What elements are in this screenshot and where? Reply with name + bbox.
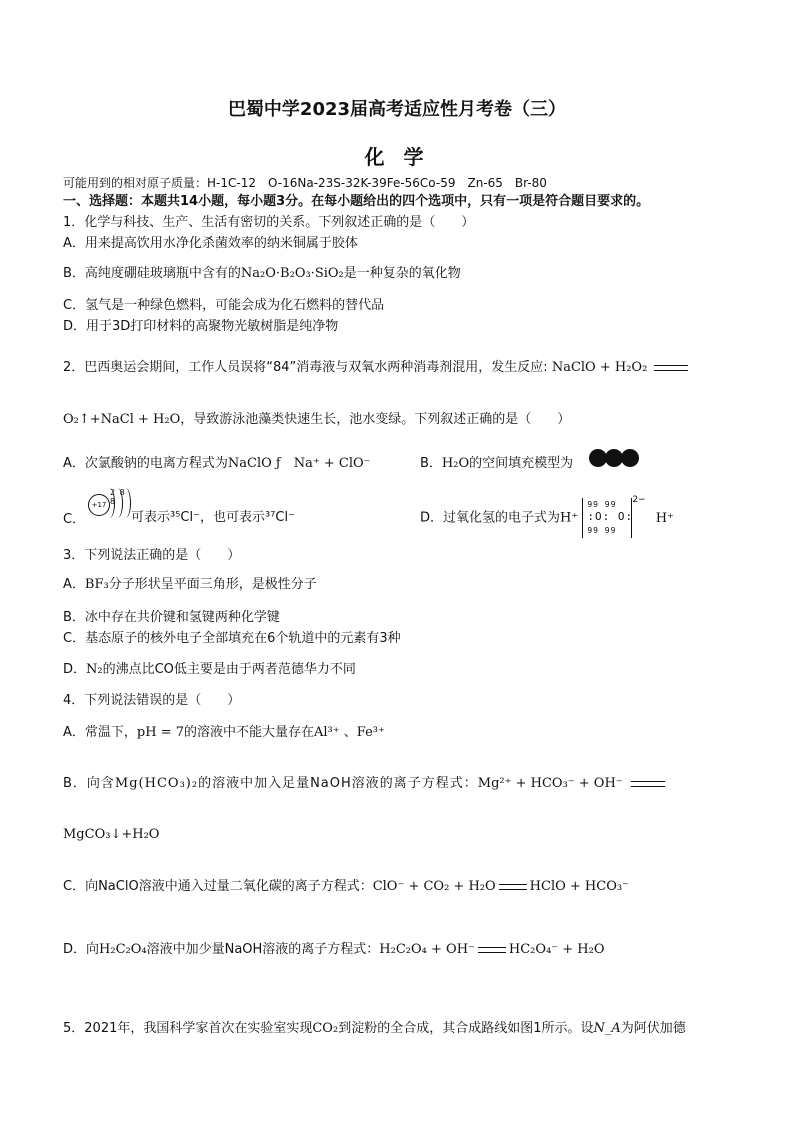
q1-b-formula: Na₂O·B₂O₃·SiO₂ (240, 266, 344, 281)
q2-option-d (420, 495, 674, 538)
q3-d-formula: N₂ (86, 662, 103, 677)
q5-avogadro-symbol: N_A (593, 1021, 621, 1036)
q2-option-c-label: C． (63, 512, 86, 527)
q2-option-c-text: 可表示³⁵Cl⁻，也可表示³⁷Cl⁻ (131, 510, 295, 525)
water-space-filling-model (589, 449, 637, 471)
atom-ball (621, 449, 639, 467)
q3-a-formula: BF₃ (84, 577, 109, 592)
q4-a-ions: Al³⁺ 、Fe³⁺ (314, 725, 385, 740)
q4-d-pre: D．向 (63, 942, 100, 957)
q5-stem (63, 1021, 686, 1037)
q4-d-equation-right: HC₂O₄⁻ + H₂O (508, 942, 605, 957)
q1-b-post: 是一种复杂的氧化物 (343, 266, 461, 281)
equals-bar (499, 884, 527, 890)
q2-option-b (420, 456, 573, 472)
q2-line2-text: ，导致游泳池藻类快速生长，池水变绿。下列叙述正确的是（ ） (180, 412, 571, 427)
q3-option-a (63, 577, 317, 593)
q4-c-equation-right: HClO + HCO₃⁻ (529, 879, 629, 894)
q3-a-pre: A． (63, 577, 85, 592)
q4-stem: 4．下列说法错误的是（ ） (63, 693, 241, 708)
oxygen-pair: :O: O: (587, 510, 634, 523)
peroxide-electron-dot-bracket (582, 498, 632, 538)
q5-formula: CO₂ (312, 1021, 339, 1036)
q2-a-equation: NaClO ƒ Na⁺ + ClO⁻ (227, 456, 371, 471)
q1-option-d: D．用于3D打印材料的高聚物光敏树脂是纯净物 (63, 319, 339, 334)
q1-stem: 1．化学与科技、生产、生活有密切的关系。下列叙述正确的是（ ） (63, 215, 475, 230)
q4-a-ph: pH = 7 (136, 725, 184, 740)
q2-d-h-left: H⁺ (560, 510, 579, 526)
q1-option-a: A．用来提高饮用水净化杀菌效率的纳米铜属于胶体 (63, 236, 358, 251)
q2-line1 (63, 360, 691, 376)
exam-title: 巴蜀中学2023届高考适应性月考卷（三） (227, 99, 567, 120)
q4-a-mid: 的溶液中不能大量存在 (184, 725, 315, 740)
q1-option-c: C．氢气是一种绿色燃料，可能会成为化石燃料的替代品 (63, 298, 385, 313)
equals-bar (654, 365, 688, 371)
q2-b-post: 的空间填充模型为 (469, 456, 574, 471)
q2-b-pre: B． (420, 456, 442, 471)
section-heading: 一、选择题：本题共14小题，每小题3分。在每小题给出的四个选项中，只有一项是符合题目要求的。 (63, 194, 650, 209)
q2-a-pre: A．次氯酸钠的电离方程式为 (63, 456, 228, 471)
shell-electron-counts: 2 8 8 (110, 488, 126, 506)
equals-bar (631, 781, 665, 787)
q3-option-c: C．基态原子的核外电子全部填充在6个轨道中的元素有3种 (63, 631, 401, 646)
q2-d-pre: D．过氧化氢的电子式为 (420, 510, 561, 526)
chloride-ion-structure-diagram (88, 488, 132, 518)
q4-c-equation-left: ClO⁻ + CO₂ + H₂O (372, 879, 496, 894)
q2-line2 (63, 412, 570, 428)
q4-b-mid: 的溶液中加入足量NaOH溶液的离子方程式： (198, 776, 478, 791)
q2-b-formula: H₂O (441, 456, 470, 471)
q4-c-pre: C．向NaClO溶液中通入过量二氧化碳的离子方程式： (63, 879, 373, 894)
q4-d-equation-left: H₂C₂O₄ + OH⁻ (379, 942, 475, 957)
q4-d-mid: 溶液中加少量NaOH溶液的离子方程式： (146, 942, 380, 957)
q3-a-post: 分子形状呈平面三角形，是极性分子 (108, 577, 317, 592)
q4-b-pre: B．向含 (63, 776, 115, 791)
dot-row-top: 99 99 (587, 500, 617, 509)
q2-d-h-right: H⁺ (655, 510, 674, 526)
q5-pre: 5．2021年，我国科学家首次在实验室实现 (63, 1021, 313, 1036)
q4-b-formula: Mg(HCO₃)₂ (114, 776, 199, 791)
q4-b-equation: Mg²⁺ + HCO₃⁻ + OH⁻ (477, 776, 623, 791)
q4-option-c (63, 879, 629, 895)
dot-row-bottom: 99 99 (587, 526, 617, 535)
q1-b-pre: B．高纯度硼硅玻璃瓶中含有的 (63, 266, 241, 281)
q4-option-b (63, 776, 668, 792)
q3-option-d (63, 662, 356, 678)
q5-mid: 到淀粉的全合成，其合成路线如图1所示。设 (338, 1021, 594, 1036)
q1-option-b (63, 266, 461, 282)
q3-d-post: 的沸点比CO低主要是由于两者范德华力不同 (102, 662, 356, 677)
subject-title: 化 学 (364, 145, 430, 169)
q5-post: 为阿伏加德 (620, 1021, 686, 1036)
q4-d-formula: H₂C₂O₄ (99, 942, 147, 957)
q4-option-d (63, 942, 604, 958)
q2-option-a (63, 456, 371, 472)
q3-stem: 3．下列说法正确的是（ ） (63, 548, 241, 563)
q2-line1-text: 2．巴西奥运会期间，工作人员误将“84”消毒液与双氧水两种消毒剂混用，发生反应: (63, 360, 548, 375)
q4-b-line2: MgCO₃↓+H₂O (63, 827, 160, 842)
q2-line1-equation: NaClO + H₂O₂ (551, 360, 648, 375)
q2-line2-equation: O₂↑+NaCl + H₂O (63, 412, 181, 427)
q4-a-pre: A．常温下， (63, 725, 137, 740)
q3-option-b: B．冰中存在共价键和氢键两种化学键 (63, 610, 280, 625)
q4-option-a (63, 725, 385, 741)
nucleus: +17 (88, 494, 110, 516)
q3-d-pre: D． (63, 662, 87, 677)
atomic-masses: 可能用到的相对原子质量：H-1C-12 O-16Na-23S-32K-39Fe-56Co-59 Zn-65 Br-80 (63, 176, 547, 190)
charge-label: 2− (632, 495, 646, 506)
equals-bar (478, 947, 506, 953)
